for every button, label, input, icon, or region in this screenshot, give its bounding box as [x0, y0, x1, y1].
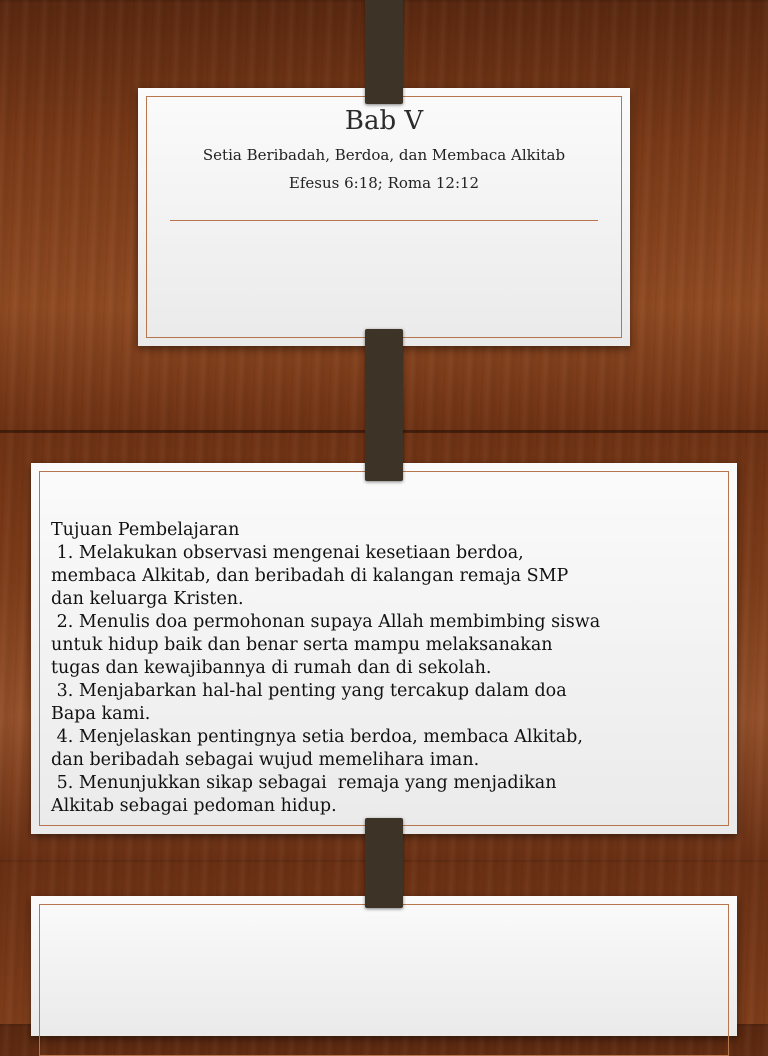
objective-line: untuk hidup baik dan benar serta mampu melaksanakan — [51, 635, 553, 655]
objective-line: Bapa kami. — [51, 704, 151, 724]
connector-strap — [365, 329, 403, 481]
objectives-heading: Tujuan Pembelajaran — [51, 520, 240, 540]
learning-objectives — [51, 519, 691, 818]
bible-reference: Efesus 6:18; Roma 12:12 — [288, 174, 480, 192]
objective-line: 1. Melakukan observasi mengenai kesetiaan berdoa, — [51, 543, 524, 563]
objectives-card — [31, 463, 737, 834]
connector-strap — [365, 0, 403, 104]
objective-line: membaca Alkitab, dan beribadah di kalangan remaja SMP — [51, 566, 569, 586]
connector-strap — [365, 818, 403, 908]
chapter-title: Bab V — [344, 106, 424, 136]
title-card — [138, 88, 630, 346]
card-frame — [39, 904, 729, 1056]
empty-card — [31, 896, 737, 1036]
objective-line: 4. Menjelaskan pentingnya setia berdoa, membaca Alkitab, — [51, 727, 583, 747]
objective-line: 2. Menulis doa permohonan supaya Allah membimbing siswa — [51, 612, 601, 632]
objective-line: Alkitab sebagai pedoman hidup. — [51, 796, 337, 816]
objective-line: tugas dan kewajibannya di rumah dan di sekolah. — [51, 658, 492, 678]
objective-line: dan keluarga Kristen. — [51, 589, 244, 609]
objective-line: dan beribadah sebagai wujud memelihara iman. — [51, 750, 480, 770]
title-divider — [170, 220, 598, 221]
chapter-subtitle: Setia Beribadah, Berdoa, dan Membaca Alkitab — [202, 146, 566, 164]
objective-line: 5. Menunjukkan sikap sebagai remaja yang menjadikan — [51, 773, 557, 793]
objective-line: 3. Menjabarkan hal-hal penting yang tercakup dalam doa — [51, 681, 567, 701]
